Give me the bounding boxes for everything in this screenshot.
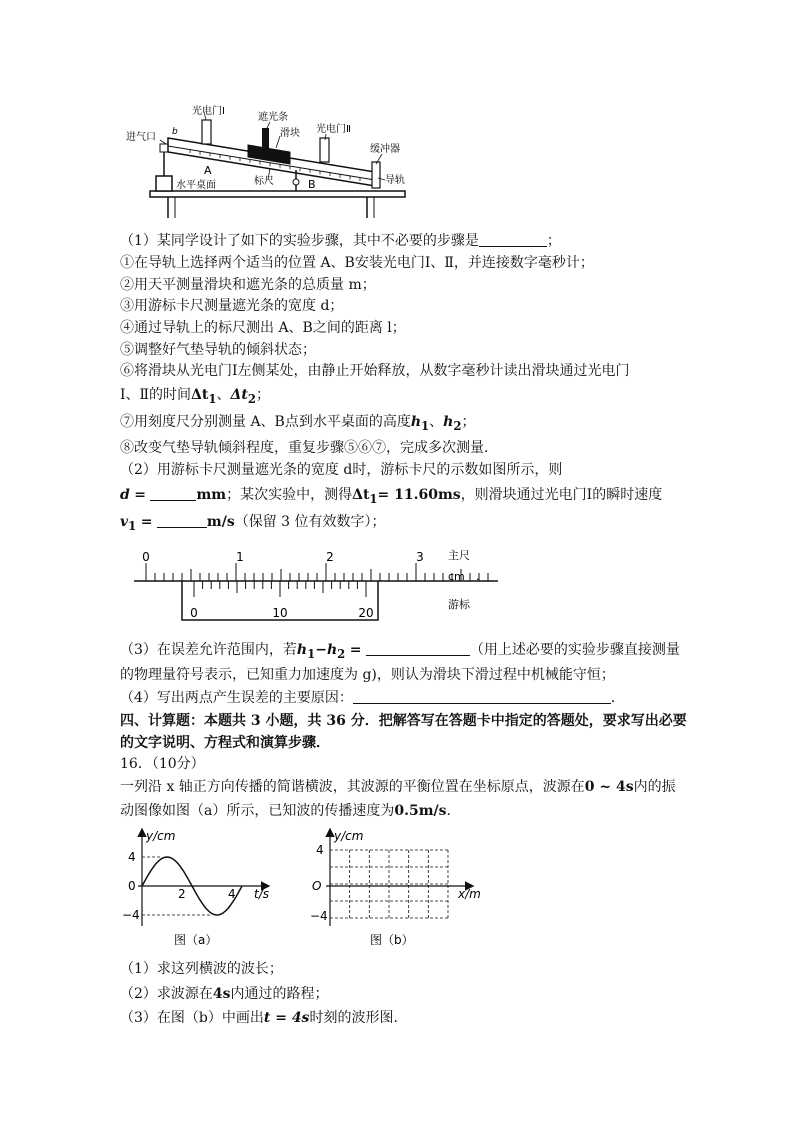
label-table: 水平桌面 bbox=[176, 180, 216, 191]
vernier-label: 游标 bbox=[448, 598, 470, 611]
shading-strip bbox=[262, 128, 269, 148]
photogate-1 bbox=[202, 120, 211, 144]
graph-b-y4: 4 bbox=[316, 843, 324, 857]
label-rail: 导轨 bbox=[385, 175, 405, 186]
main-tick-label-1: 1 bbox=[236, 550, 244, 564]
vernier-scale-ticks bbox=[194, 581, 366, 597]
graph-b-caption: 图（b） bbox=[370, 933, 414, 947]
graph-a-ylabel: y/cm bbox=[146, 829, 176, 843]
label-buffer: 缓冲器 bbox=[370, 144, 400, 155]
answer-blank-d[interactable] bbox=[150, 486, 196, 501]
step-6-line2: Ⅰ、Ⅱ的时间$\Delta t_1$、$\Delta t_2$； bbox=[120, 387, 270, 406]
q16-sub3: （3）在图（b）中画出t = 4s时刻的波形图． bbox=[120, 1010, 408, 1026]
step-8: ⑧改变气垫导轨倾斜程度，重复步骤⑤⑥⑦，完成多次测量． bbox=[120, 440, 498, 456]
q16-sub2: （2）求波源在4s内通过的路程； bbox=[120, 986, 329, 1002]
graph-b-xlabel: x/m bbox=[458, 887, 481, 901]
answer-blank-errors[interactable] bbox=[353, 689, 611, 704]
unit-label: cm bbox=[448, 570, 465, 583]
q16-para-line2: 动图像如图（a）所示，已知波的传播速度为0.5m/s． bbox=[120, 803, 461, 819]
graph-b-yneg4: −4 bbox=[310, 909, 328, 923]
table-top bbox=[150, 191, 405, 197]
q16-header: 16．（10分） bbox=[120, 756, 205, 772]
q16-para-line1: 一列沿 x 轴正方向传播的简谐横波，其波源的平衡位置在坐标原点，波源在0 ~ 4s内的振 bbox=[120, 779, 676, 795]
label-shade: 遮光条 bbox=[258, 112, 288, 123]
graph-b-waveform-grid bbox=[300, 826, 490, 956]
main-tick-label-3: 3 bbox=[416, 550, 424, 564]
step-6-line1: ⑥将滑块从光电门Ⅰ左侧某处，由静止开始释放，从数字毫秒计读出滑块通过光电门 bbox=[120, 363, 630, 379]
q16-sub1: （1）求这列横波的波长； bbox=[120, 961, 283, 977]
label-scale: 标尺 bbox=[254, 176, 274, 187]
graph-a-yneg4: −4 bbox=[122, 908, 140, 922]
step-1: ①在导轨上选择两个适当的位置 A、B安装光电门Ⅰ、Ⅱ，并连接数字毫秒计； bbox=[120, 255, 594, 271]
label-slider: 滑块 bbox=[280, 128, 300, 139]
answer-blank-h[interactable] bbox=[366, 641, 470, 656]
part3-line2: 的物理量符号表示，已知重力加速度为 g)，则认为滑块下滑过程中机械能守恒； bbox=[120, 667, 615, 683]
answer-blank-1[interactable] bbox=[479, 232, 547, 247]
buffer-block bbox=[372, 162, 380, 188]
step-2: ②用天平测量滑块和遮光条的总质量 m； bbox=[120, 277, 376, 293]
answer-blank-v1[interactable] bbox=[157, 513, 207, 528]
label-B: B bbox=[308, 178, 316, 191]
part2-line3: $v_1 = m/s$（保留 3 位有效数字）； bbox=[120, 514, 386, 533]
graph-b-dashed-grid bbox=[330, 850, 448, 918]
graph-a-vibration bbox=[120, 826, 280, 956]
graph-b-ylabel: y/cm bbox=[334, 829, 364, 843]
part3-line1: （3）在误差允许范围内，若$h_1-h_2$ = （用上述必要的实验步骤直接测量 bbox=[120, 642, 680, 661]
svg-text:.: . bbox=[476, 570, 480, 583]
graph-a-xlabel: t/s bbox=[254, 887, 269, 901]
part4-line: （4）写出两点产生误差的主要原因： ． bbox=[120, 690, 625, 706]
vernier-tick-label-0: 0 bbox=[190, 606, 198, 620]
step-4: ④通过导轨上的标尺测出 A、B之间的距离 l； bbox=[120, 320, 406, 336]
main-tick-label-2: 2 bbox=[326, 550, 334, 564]
label-inlet: 进气口 bbox=[126, 132, 156, 143]
section4-heading-line2: 的文字说明、方程式和演算步骤． bbox=[120, 735, 330, 751]
graph-a-caption: 图（a） bbox=[174, 933, 218, 947]
label-gate1: 光电门Ⅰ bbox=[192, 106, 225, 117]
main-scale-label: 主尺 bbox=[448, 549, 470, 562]
photogate-2 bbox=[320, 138, 329, 162]
support-block bbox=[156, 176, 172, 191]
main-tick-label-0: 0 bbox=[142, 550, 150, 564]
label-A: A bbox=[204, 164, 212, 177]
graph-b-origin: O bbox=[312, 879, 322, 893]
label-b: b bbox=[172, 127, 178, 137]
part1-question: （1）某同学设计了如下的实验步骤，其中不必要的步骤是 ； bbox=[120, 233, 561, 249]
air-track-apparatus-figure bbox=[120, 100, 420, 222]
vernier-tick-label-10: 10 bbox=[272, 606, 288, 620]
part2-line2: d = mm；某次实验中，测得$\Delta t_1= 11.60ms$，则滑块通过光电门Ⅰ的瞬时速度 bbox=[120, 487, 663, 506]
step-3: ③用游标卡尺测量遮光条的宽度 d； bbox=[120, 298, 344, 314]
graph-a-x4: 4 bbox=[228, 887, 236, 901]
label-gate2: 光电门Ⅱ bbox=[316, 124, 351, 135]
step-7: ⑦用刻度尺分别测量 A、B点到水平桌面的高度$h_1$、$h_2$； bbox=[120, 414, 476, 433]
main-scale-ticks bbox=[146, 563, 488, 581]
vernier-caliper-figure bbox=[130, 544, 510, 636]
graph-a-x2: 2 bbox=[178, 887, 186, 901]
graph-a-y0: 0 bbox=[128, 879, 136, 893]
step-5: ⑤调整好气垫导轨的倾斜状态； bbox=[120, 342, 316, 358]
graph-a-y4: 4 bbox=[128, 850, 136, 864]
section4-heading-line1: 四、计算题：本题共 3 小题，共 36 分．把解答写在答题卡中指定的答题处，要求写出必要 bbox=[120, 713, 687, 729]
vernier-tick-label-20: 20 bbox=[358, 606, 374, 620]
part2-line1: （2）用游标卡尺测量遮光条的宽度 d时，游标卡尺的示数如图所示，则 bbox=[120, 462, 563, 478]
